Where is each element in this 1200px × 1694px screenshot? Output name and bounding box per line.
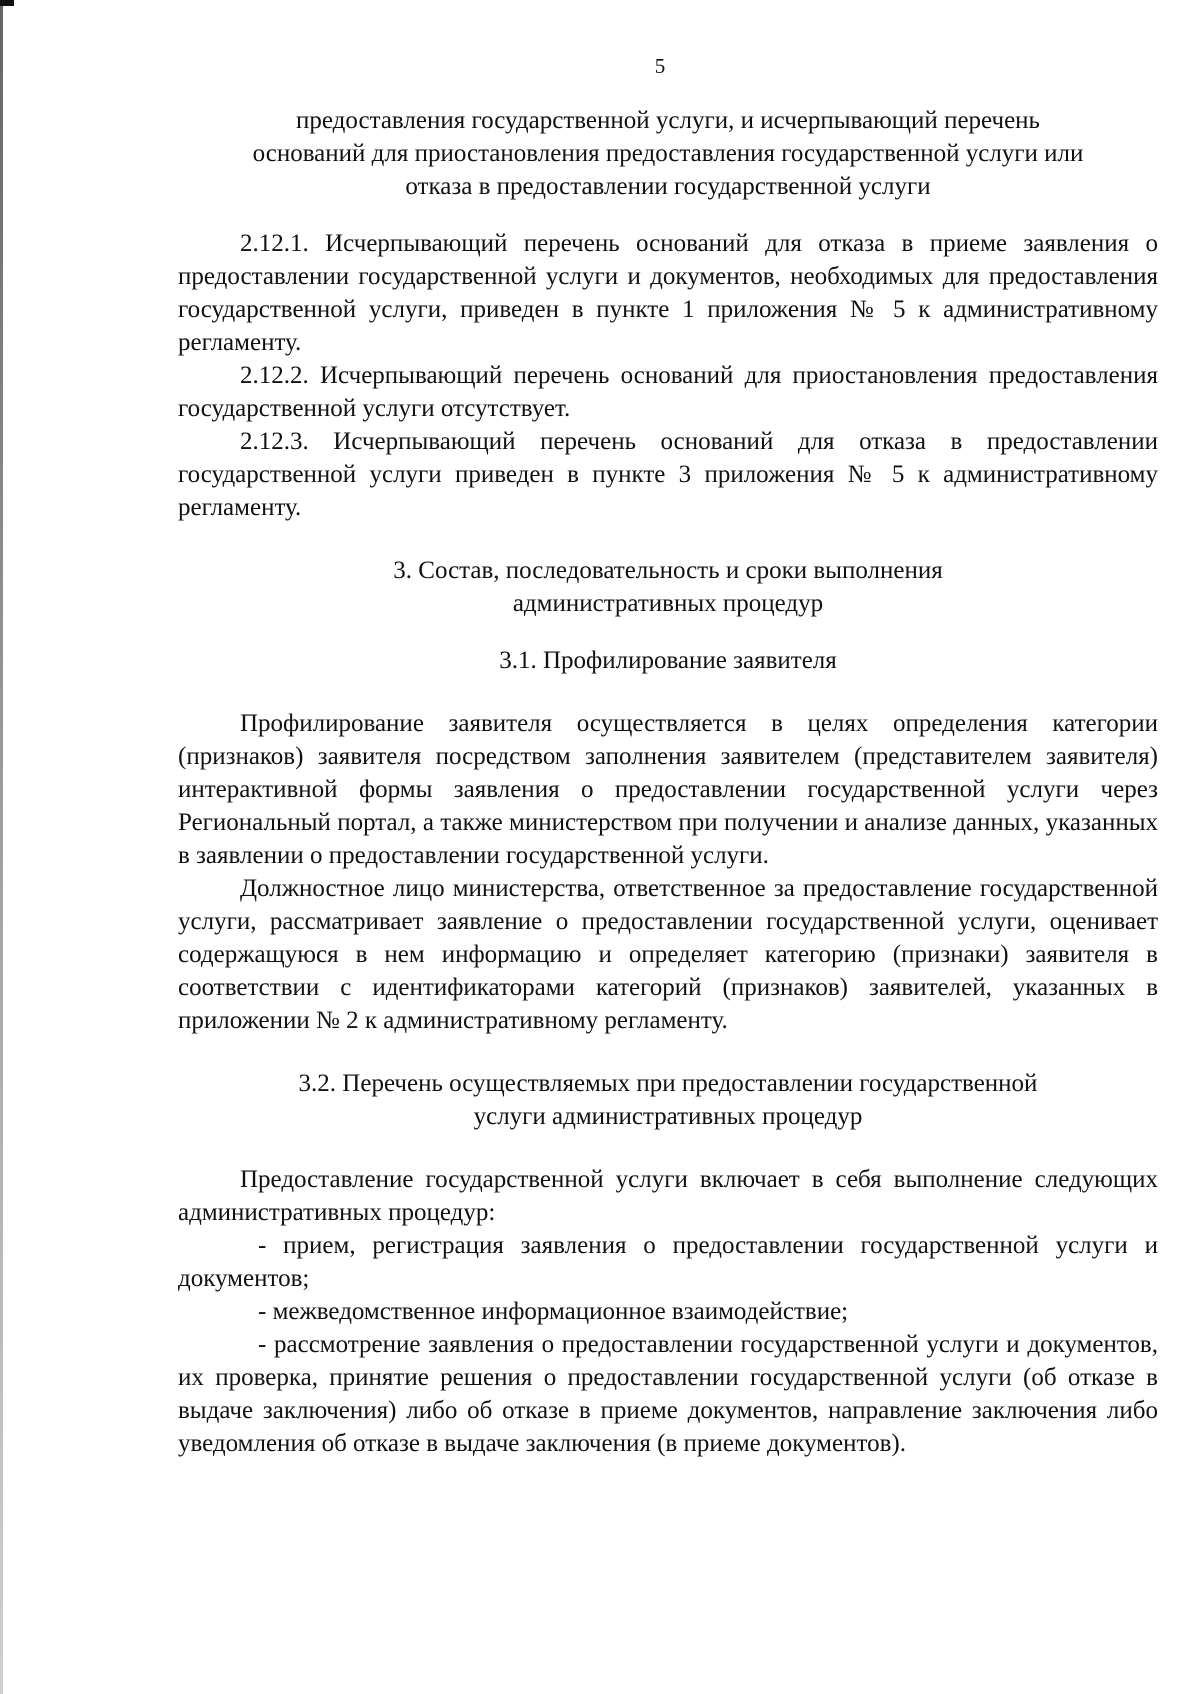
paragraph-2-12-3: 2.12.3. Исчерпывающий перечень оснований для отказа в предоставлении государственной услуги приведен в пункте 3 приложения № 5 к административному регламенту. — [178, 428, 1158, 521]
intro-heading-line: оснований для приостановления предоставления государственной услуги или — [252, 140, 1084, 167]
section-3-heading — [178, 554, 1158, 620]
scan-edge — [0, 0, 3, 1694]
section-3-1-heading: 3.1. Профилирование заявителя — [499, 647, 837, 674]
paragraph-2-12-1: 2.12.1. Исчерпывающий перечень оснований для отказа в приеме заявления о предоставлении государственной услуги и документов, необходимых для предоставления государственной услуги, приведен в пункте 1 приложения № 5 к административному регламенту. — [178, 230, 1158, 356]
section-3-heading-line: административных процедур — [512, 590, 824, 617]
paragraph-2-12-2: 2.12.2. Исчерпывающий перечень оснований для приостановления предоставления государственной услуги отсутствует. — [178, 362, 1158, 422]
procedure-list-item: - межведомственное информационное взаимодействие; — [258, 1298, 849, 1325]
intro-heading-line: предоставления государственной услуги, и исчерпывающий перечень — [296, 107, 1040, 134]
section-3-2-intro: Предоставление государственной услуги включает в себя выполнение следующих административных процедур: — [178, 1166, 1158, 1226]
section-3-2-heading-line: 3.2. Перечень осуществляемых при предоставлении государственной — [298, 1070, 1038, 1097]
procedure-list-item: - прием, регистрация заявления о предоставлении государственной услуги и документов; — [178, 1232, 1158, 1292]
section-3-heading-line: 3. Состав, последовательность и сроки выполнения — [393, 557, 943, 584]
intro-heading — [178, 104, 1158, 203]
section-3-1-paragraph: Профилирование заявителя осуществляется в целях определения категории (признаков) заявителя посредством заполнения заявителем (представителем заявителя) интерактивной формы заявления о предоставлении государственной услуги через Региональный портал, а также министерством при получении и анализе данных, указанных в заявлении о предоставлении государственной услуги. — [178, 710, 1158, 869]
scan-corner-mark — [0, 0, 14, 6]
section-3-1-paragraph: Должностное лицо министерства, ответственное за предоставление государственной услуги, рассматривает заявление о предоставлении государственной услуги, оценивает содержащуюся в нем информацию и определяет категорию (признаки) заявителя в соответствии с идентификаторами категорий (признаков) заявителей, указанных в приложении № 2 к административному регламенту. — [178, 875, 1158, 1034]
document-body — [178, 104, 1158, 1460]
page-number: 5 — [654, 54, 666, 78]
section-3-2-heading — [178, 1067, 1158, 1133]
procedure-list-item: - рассмотрение заявления о предоставлении государственной услуги и документов, их проверка, принятие решения о предоставлении государственной услуги (об отказе в выдаче заключения) либо об отказе в приеме документов, направление заключения либо уведомления об отказе в выдаче заключения (в приеме документов). — [178, 1331, 1158, 1457]
section-3-2-heading-line: услуги административных процедур — [473, 1103, 863, 1130]
intro-heading-line: отказа в предоставлении государственной услуги — [405, 173, 931, 200]
